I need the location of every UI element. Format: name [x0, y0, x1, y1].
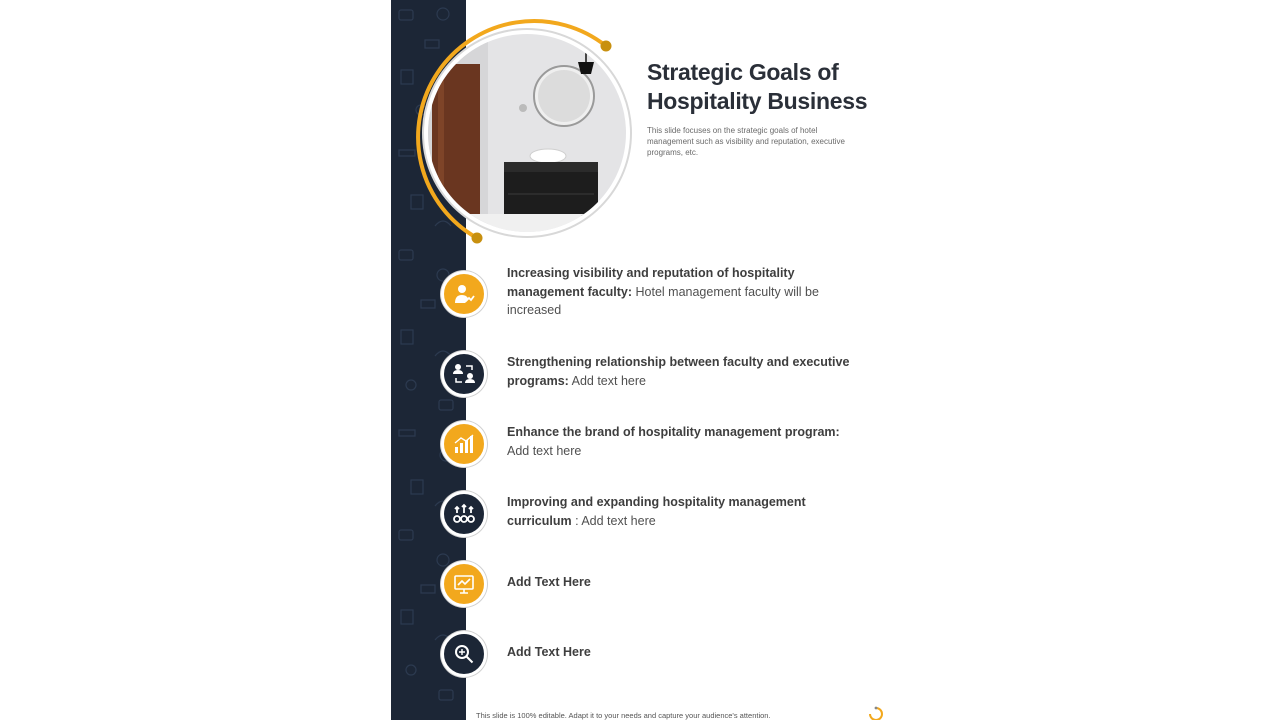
goal-item — [441, 351, 871, 397]
goal-item — [441, 421, 871, 467]
goal-description: Add text here — [507, 443, 582, 458]
goal-heading: Enhance the brand of hospitality management program: — [507, 425, 840, 439]
document-page — [391, 0, 889, 720]
goal-item — [441, 491, 871, 537]
goal-item — [441, 631, 871, 677]
goal-item — [441, 561, 871, 607]
magnifier-icon — [441, 631, 487, 677]
goal-heading: Increasing visibility and reputation of hospitality management faculty: — [507, 266, 795, 299]
title-line-2: Hospitality Business — [647, 88, 868, 114]
goal-heading: Add Text Here — [507, 645, 591, 659]
hero-photo-frame — [422, 28, 632, 238]
person-growth-icon — [441, 271, 487, 317]
goal-text — [507, 493, 862, 530]
goal-text — [507, 353, 862, 390]
footer-note: This slide is 100% editable. Adapt it to your needs and capture your audience's attention. — [476, 711, 771, 720]
loading-spinner-icon — [868, 706, 884, 720]
goal-text — [507, 423, 862, 460]
gears-arrows-icon — [441, 491, 487, 537]
goal-heading: Improving and expanding hospitality management curriculum — [507, 495, 806, 528]
goal-heading: Add Text Here — [507, 575, 591, 589]
goal-text — [507, 264, 862, 320]
bar-chart-icon — [441, 421, 487, 467]
goal-text — [507, 643, 862, 662]
presentation-board-icon — [441, 561, 487, 607]
goal-description: Hotel management faculty will be increased — [507, 284, 819, 317]
goal-heading: Strengthening relationship between faculty and executive programs: — [507, 355, 850, 388]
goal-description: : Add text here — [571, 513, 656, 528]
title-line-1: Strategic Goals of — [647, 59, 839, 85]
goal-item — [441, 266, 871, 317]
people-exchange-icon — [441, 351, 487, 397]
goal-text — [507, 573, 862, 592]
page-title — [647, 58, 882, 116]
goal-description: Add text here — [568, 373, 646, 388]
page-subtitle: This slide focuses on the strategic goals of hotel management such as visibility and reputation, executive programs, etc. — [647, 126, 845, 157]
bathroom-photo — [428, 34, 626, 232]
